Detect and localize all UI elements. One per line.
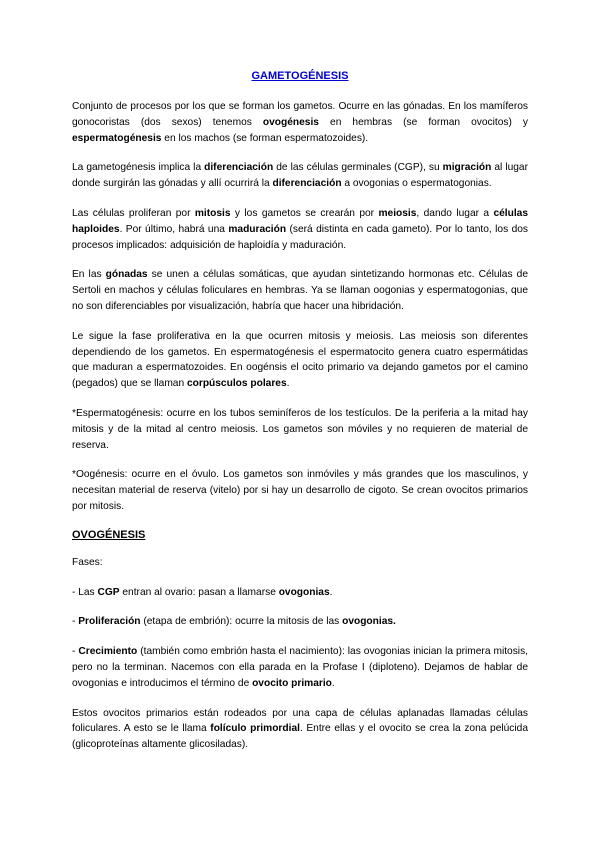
- phase-item-proliferation: - Proliferación (etapa de embrión): ocurre la mitosis de las ovogonias.: [72, 616, 396, 628]
- intro-paragraph: Conjunto de procesos por los que se forman los gametos. Ocurre en las gónadas. En los mamíferos gonocoristas (dos sexos) tenemos ovogénesis en hembras (se forman ovocitos) y espermatogénesis en los machos (se forman espermatozoides).: [72, 101, 529, 144]
- page-title: GAMETOGÉNESIS: [251, 70, 349, 82]
- phases-label: Fases:: [72, 556, 103, 568]
- differentiation-paragraph: La gametogénesis implica la diferenciación de las células germinales (CGP), su migración al lugar donde surgirán las gónadas y allí ocurrirá la diferenciación a ovogonias o espermatogonias.: [72, 162, 528, 190]
- phase-item-growth: - Crecimiento (también como embrión hasta el nacimiento): las ovogonias inician la primera mitosis, pero no la terminan. Nacemos con ella parada en la Profase I (diploteno). Dejamos de hablar de ovogonias e introducimos el término de ovocito primario.: [72, 646, 528, 689]
- meiosis-paragraph: Le sigue la fase proliferativa en la que ocurren mitosis y meiosis. Las meiosis son diferentes dependiendo de los gametos. En espermatogénesis el espermatocito genera cuatro espermátidas que maduran a espermatozoides. En oogénsis el ocito primario va dejando gametos por el camino (pegados) que se llaman corpúsculos polares.: [72, 330, 528, 390]
- phase-item-cgp: - Las CGP entran al ovario: pasan a llamarse ovogonias.: [72, 586, 333, 598]
- gonads-paragraph: En las gónadas se unen a células somáticas, que ayudan sintetizando hormonas etc. Células de Sertoli en machos y células foliculares en hembras. Ya se llaman oogonias y espermatogonias, que no son diferenciables por visualización, habría que hacer una hibridación.: [72, 269, 528, 312]
- section-title-ovogenesis: OVOGÉNESIS: [72, 528, 146, 541]
- spermatogenesis-note: *Espermatogénesis: ocurre en los tubos seminíferos de los testículos. De la periferia a la mitad hay mitosis y de la mitad al centro meiosis. Los gametos son móviles y no requieren de material de reserva.: [72, 407, 528, 451]
- proliferation-paragraph: Las células proliferan por mitosis y los gametos se crearán por meiosis, dando lugar a células haploides. Por último, habrá una maduración (será distinta en cada gameto). Por lo tanto, los dos procesos implicados: adquisición de haploidía y maduración.: [72, 207, 529, 251]
- primordial-follicle-paragraph: Estos ovocitos primarios están rodeados por una capa de células aplanadas llamadas células foliculares. A esto se le llama folículo primordial. Entre ellas y el ovocito se crea la zona pelúcida (glicoproteínas altamente glicosiladas).: [72, 707, 528, 751]
- oogenesis-note: *Oogénesis: ocurre en el óvulo. Los gametos son inmóviles y más grandes que los masculinos, y necesitan material de reserva (vitelo) por si hay un desarrollo de cigoto. Se crean ovocitos primarios por mitosis.: [72, 469, 528, 512]
